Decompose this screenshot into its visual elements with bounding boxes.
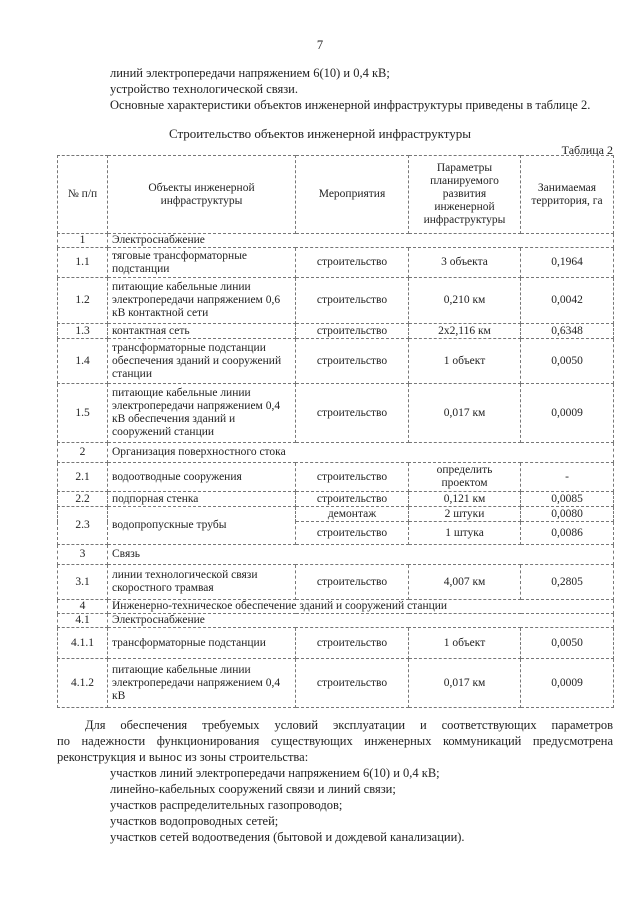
row-action: строительство	[296, 278, 409, 324]
row-action: демонтаж	[296, 507, 409, 522]
table-section-row	[58, 600, 614, 614]
row-number: 2	[58, 443, 108, 463]
row-number: 1.3	[58, 324, 108, 339]
row-area: 0,0009	[521, 384, 614, 443]
section-title: Организация поверхностного стока	[108, 443, 614, 463]
section-title: Электроснабжение	[108, 614, 614, 628]
table-row	[58, 463, 614, 492]
section-title: Инженерно-техническое обеспечение зданий и сооружений станции	[108, 600, 614, 614]
row-number: 3	[58, 545, 108, 565]
row-area: 0,0009	[521, 659, 614, 708]
row-object: трансформаторные подстанции	[108, 628, 296, 659]
header-number: № п/п	[58, 156, 108, 234]
table-label: Таблица 2	[561, 143, 613, 157]
table-row	[58, 659, 614, 708]
row-object: трансформаторные подстанции обеспечения зданий и сооружений станции	[108, 339, 296, 384]
row-parameter: 0,017 км	[409, 659, 521, 708]
row-action: строительство	[296, 463, 409, 492]
header-parameters: Параметры планируемого развития инженерной инфраструктуры	[409, 156, 521, 234]
row-action: строительство	[296, 522, 409, 545]
row-number: 4	[58, 600, 108, 614]
row-number: 1.1	[58, 248, 108, 278]
closing-paragraph-line: Для обеспечения требуемых условий эксплуатации и соответствующих параметров	[85, 718, 613, 732]
header-area: Занимаемая территория, га	[521, 156, 614, 234]
infrastructure-table	[57, 155, 614, 708]
row-action: строительство	[296, 248, 409, 278]
page-number: 7	[316, 38, 324, 52]
table-row	[58, 384, 614, 443]
row-action: строительство	[296, 659, 409, 708]
row-action: строительство	[296, 565, 409, 600]
row-area: 0,0085	[521, 492, 614, 507]
section-title: Электроснабжение	[108, 234, 614, 248]
row-object: питающие кабельные линии электропередачи напряжением 0,4 кВ	[108, 659, 296, 708]
row-area: 0,0050	[521, 339, 614, 384]
row-area: 0,6348	[521, 324, 614, 339]
row-parameter: 2х2,116 км	[409, 324, 521, 339]
row-number: 1.4	[58, 339, 108, 384]
row-number: 2.3	[58, 507, 108, 545]
intro-line: устройство технологической связи.	[110, 82, 298, 96]
table-row	[58, 628, 614, 659]
row-object: питающие кабельные линии электропередачи напряжением 0,6 кВ контактной сети	[108, 278, 296, 324]
row-parameter: 1 штука	[409, 522, 521, 545]
table-row	[58, 492, 614, 507]
table-row	[58, 565, 614, 600]
table-header-row	[58, 156, 614, 234]
row-parameter: 2 штуки	[409, 507, 521, 522]
closing-paragraph-line: по надежности функционирования существующих инженерных коммуникаций предусмотрена	[57, 734, 613, 748]
row-parameter: 1 объект	[409, 339, 521, 384]
table-row	[58, 278, 614, 324]
closing-list-item: участков водопроводных сетей;	[110, 814, 279, 828]
table-caption: Строительство объектов инженерной инфраструктуры	[168, 126, 472, 141]
row-area: 0,2805	[521, 565, 614, 600]
closing-paragraph-line: реконструкция и вынос из зоны строительства:	[57, 750, 309, 764]
table-section-row	[58, 545, 614, 565]
closing-list-item: линейно-кабельных сооружений связи и линий связи;	[110, 782, 396, 796]
row-action: строительство	[296, 324, 409, 339]
row-area: 0,0050	[521, 628, 614, 659]
row-number: 4.1	[58, 614, 108, 628]
section-title: Связь	[108, 545, 614, 565]
intro-line: Основные характеристики объектов инженерной инфраструктуры приведены в таблице 2.	[110, 98, 591, 112]
row-object: водопропускные трубы	[108, 507, 296, 545]
row-action: строительство	[296, 339, 409, 384]
row-number: 1.5	[58, 384, 108, 443]
row-number: 2.2	[58, 492, 108, 507]
table-body	[58, 234, 614, 708]
header-object: Объекты инженерной инфраструктуры	[108, 156, 296, 234]
row-action: строительство	[296, 628, 409, 659]
row-parameter: 0,210 км	[409, 278, 521, 324]
closing-list-item: участков распределительных газопроводов;	[110, 798, 343, 812]
table-row	[58, 507, 614, 522]
row-parameter: 0,017 км	[409, 384, 521, 443]
row-action: строительство	[296, 492, 409, 507]
row-parameter: 4,007 км	[409, 565, 521, 600]
table-row	[58, 339, 614, 384]
row-parameter: 3 объекта	[409, 248, 521, 278]
row-area: 0,0080	[521, 507, 614, 522]
row-area: 0,0086	[521, 522, 614, 545]
row-parameter: определить проектом	[409, 463, 521, 492]
row-parameter: 1 объект	[409, 628, 521, 659]
table-section-row	[58, 614, 614, 628]
table-section-row	[58, 234, 614, 248]
row-object: тяговые трансформаторные подстанции	[108, 248, 296, 278]
closing-list-item: участков сетей водоотведения (бытовой и дождевой канализации).	[110, 830, 465, 844]
row-number: 1.2	[58, 278, 108, 324]
row-area: -	[521, 463, 614, 492]
row-number: 2.1	[58, 463, 108, 492]
row-number: 4.1.1	[58, 628, 108, 659]
closing-list-item: участков линий электропередачи напряжением 6(10) и 0,4 кВ;	[110, 766, 440, 780]
row-number: 1	[58, 234, 108, 248]
header-action: Мероприятия	[296, 156, 409, 234]
table-section-row	[58, 443, 614, 463]
intro-line: линий электропередачи напряжением 6(10) и 0,4 кВ;	[110, 66, 390, 80]
table-row	[58, 324, 614, 339]
table-row	[58, 248, 614, 278]
row-object: подпорная стенка	[108, 492, 296, 507]
row-number: 3.1	[58, 565, 108, 600]
row-area: 0,1964	[521, 248, 614, 278]
row-object: линии технологической связи скоростного трамвая	[108, 565, 296, 600]
row-object: контактная сеть	[108, 324, 296, 339]
row-object: водоотводные сооружения	[108, 463, 296, 492]
row-parameter: 0,121 км	[409, 492, 521, 507]
row-number: 4.1.2	[58, 659, 108, 708]
row-action: строительство	[296, 384, 409, 443]
row-object: питающие кабельные линии электропередачи напряжением 0,4 кВ обеспечения зданий и сооружений станции	[108, 384, 296, 443]
row-area: 0,0042	[521, 278, 614, 324]
